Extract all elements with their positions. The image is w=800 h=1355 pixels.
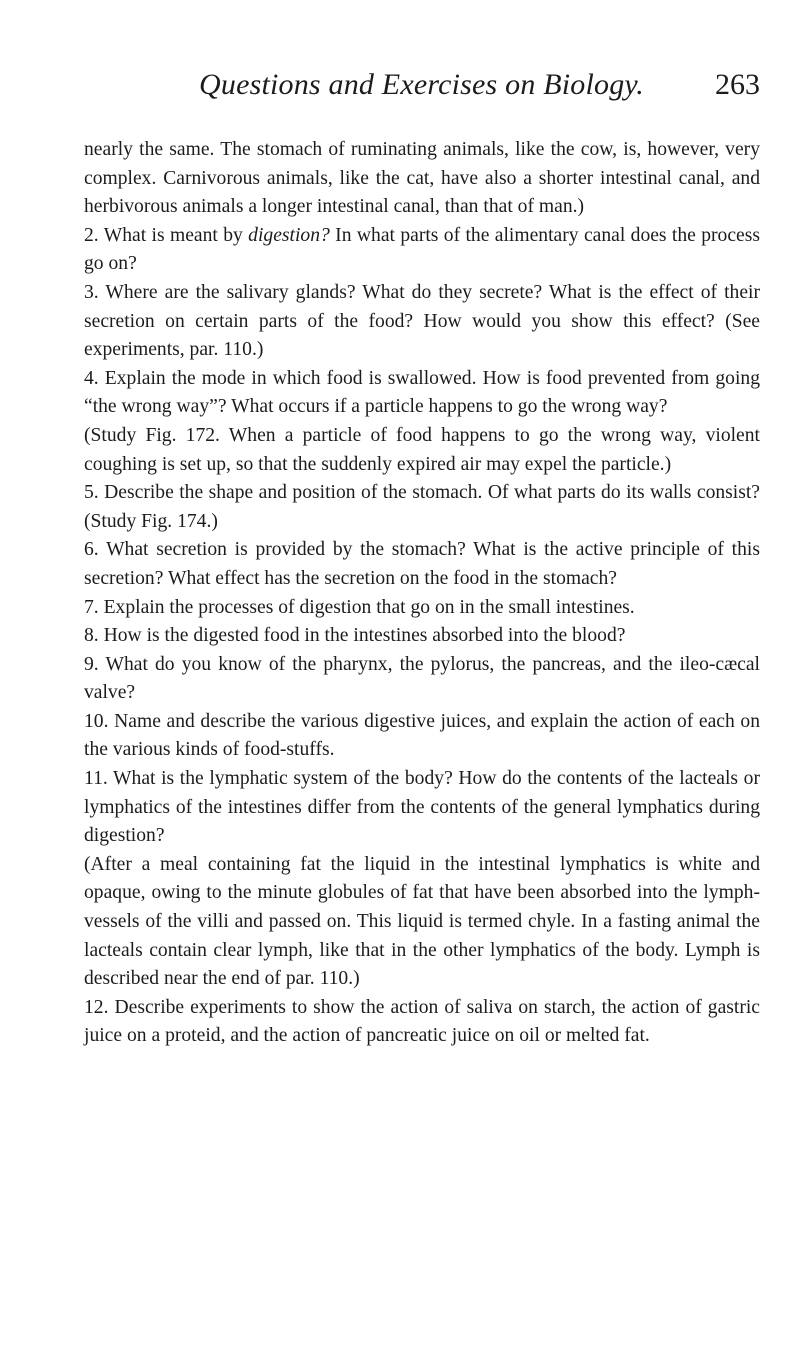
question-5: 5. Describe the shape and position of the stomach. Of what parts do its walls consist? (Study Fig. 174.) xyxy=(84,482,760,532)
question-2: 2. What is meant by digestion? In what parts of the alimentary canal does the process go on? xyxy=(84,224,760,275)
page-number: 263 xyxy=(715,68,760,101)
question-6: 6. What secretion is provided by the stomach? What is the active principle of this secretion? What effect has the secretion on the food in the stomach? xyxy=(84,539,760,589)
question-12: 12. Describe experiments to show the action of saliva on starch, the action of gastric juice on a proteid, and the action of pancreatic juice on oil or melted fat. xyxy=(84,996,760,1047)
question-7: 7. Explain the processes of digestion that go on in the small intestines. xyxy=(84,596,635,618)
question-4: 4. Explain the mode in which food is swallowed. How is food prevented from going “the wrong way”? What occurs if a particle happens to go the wrong way? xyxy=(84,367,760,418)
italic-term: digestion? xyxy=(248,224,330,246)
question-10: 10. Name and describe the various digestive juices, and explain the action of each on the various kinds of food-stuffs. xyxy=(84,710,760,761)
body-text xyxy=(84,136,760,1051)
paragraph: nearly the same. The stomach of ruminating animals, like the cow, is, however, very complex. Carnivorous animals, like the cat, have also a shorter intestinal canal, and herbivorous animals a longer intestinal canal, than that of man.) xyxy=(84,139,760,218)
question-3: 3. Where are the salivary glands? What do they secrete? What is the effect of their secretion on certain parts of the food? How would you show this effect? (See experiments, par. 110.) xyxy=(84,281,760,361)
note-paragraph: (After a meal containing fat the liquid in the intestinal lymphatics is white and opaque, owing to the minute globules of fat that have been absorbed into the lymph-vessels of the villi and passed on. This liquid is termed chyle. In a fasting animal the lacteals contain clear lymph, like that in the other lymphatics of the body. Lymph is described near the end of par. 110.) xyxy=(84,853,760,990)
running-title: Questions and Exercises on Biology. xyxy=(199,68,644,101)
question-9: 9. What do you know of the pharynx, the pylorus, the pancreas, and the ileo-cæcal valve? xyxy=(84,653,760,704)
question-8: 8. How is the digested food in the intestines absorbed into the blood? xyxy=(84,625,626,647)
question-11: 11. What is the lymphatic system of the body? How do the contents of the lacteals or lymphatics of the intestines differ from the contents of the general lymphatics during digestion? xyxy=(84,768,760,847)
running-head xyxy=(84,62,760,118)
note-paragraph: (Study Fig. 172. When a particle of food happens to go the wrong way, violent coughing is set up, so that the suddenly expired air may expel the particle.) xyxy=(84,424,760,475)
